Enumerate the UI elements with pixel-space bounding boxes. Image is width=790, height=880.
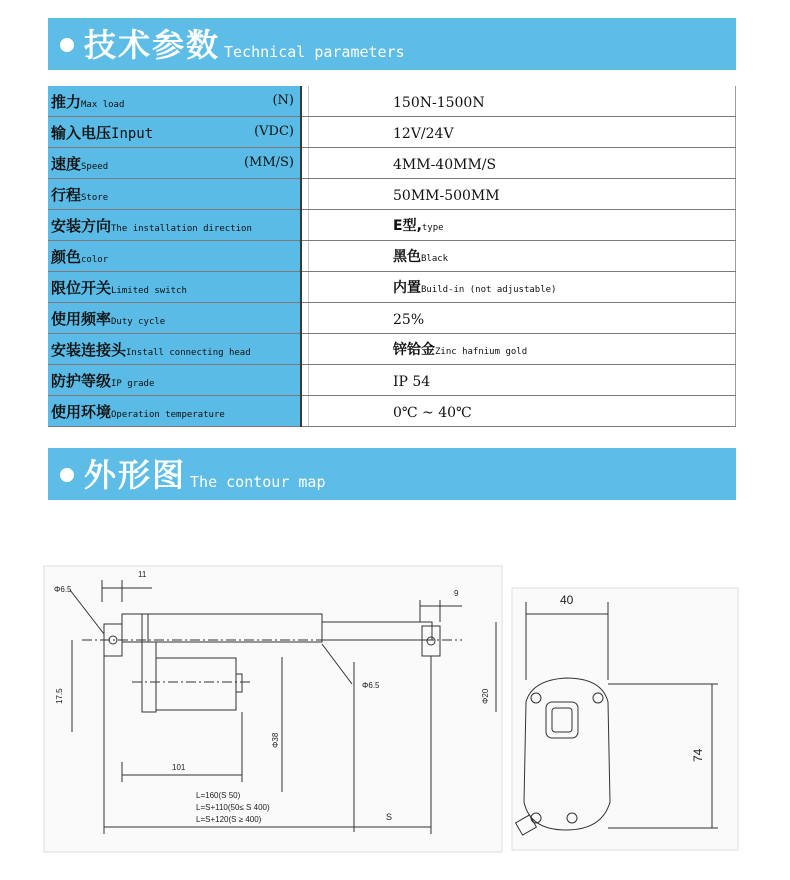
param-label-cn: 使用环境 [51,402,112,421]
dim-phi38: Φ38 [271,732,280,748]
contour-drawing [42,562,748,862]
param-label-en: color [81,254,109,265]
section-title-cn: 外形图 [84,456,187,494]
param-row [48,179,736,210]
param-label-cn: 安装方向 [51,216,112,235]
column-gap [301,396,309,427]
dim-40: 40 [560,593,574,607]
param-label [48,148,301,179]
param-unit: (VDC) [254,124,294,139]
length-formula-1: L=160(S 50) [196,791,241,800]
param-label-cn: 速度 [51,154,82,173]
param-label-en: IP grade [111,378,155,389]
param-value-main: 内置 [393,280,421,296]
param-value [309,117,736,148]
param-label-cn: 使用频率 [51,309,112,328]
param-label-cn: 颜色 [51,247,82,266]
param-value-en: Black [421,254,449,264]
param-value-en: type [421,223,444,233]
column-gap [301,148,309,179]
param-row [48,334,736,365]
side-view-frame [44,566,502,852]
param-label-cn: 防护等级 [51,371,112,390]
param-row [48,272,736,303]
param-value-en: Build-in (not adjustable) [421,285,557,295]
length-formula-2: L=S+110(50≤ S 400) [196,803,270,812]
dim-phi20: Φ20 [481,688,490,704]
column-gap [301,272,309,303]
param-label-cn: 安装连接头 [51,340,127,359]
param-row [48,210,736,241]
param-label-en: Max load [81,99,125,110]
param-value-main: IP 54 [393,373,431,390]
technical-parameters-banner [48,18,736,70]
column-gap [301,365,309,396]
parameters-table [48,86,736,427]
param-value [309,148,736,179]
param-value [309,241,736,272]
contour-map-banner [48,448,736,500]
param-value [309,303,736,334]
param-value [309,365,736,396]
bullet-icon [60,468,74,482]
column-gap [301,117,309,148]
column-gap [301,179,309,210]
param-label [48,365,301,396]
column-gap [301,86,309,117]
dim-phi65-front: Φ6.5 [362,681,380,690]
param-row [48,117,736,148]
section-title-en: The contour map [190,473,326,491]
dim-phi65-rear: Φ6.5 [54,585,72,594]
param-value [309,334,736,365]
section-title-en: Technical parameters [224,43,405,61]
param-value-main: 0℃ ~ 40℃ [393,404,472,421]
param-row [48,365,736,396]
param-label-en: Input [111,125,154,142]
param-value-en: Zinc hafnium gold [435,347,528,357]
param-label [48,117,301,148]
param-row [48,148,736,179]
param-label [48,334,301,365]
param-value-main: 150N-1500N [393,94,485,111]
param-value-main: 锌铪金 [393,342,435,358]
param-value-main: 4MM-40MM/S [393,156,497,173]
param-value [309,179,736,210]
param-value-main: 12V/24V [393,125,454,142]
param-label [48,210,301,241]
param-label-cn: 输入电压 [51,123,112,142]
param-label-en: Operation temperature [111,409,225,420]
dim-101: 101 [172,763,186,772]
param-value [309,396,736,427]
param-label-en: Speed [81,161,109,172]
length-formula-3: L=S+120(S ≥ 400) [196,815,262,824]
param-value [309,210,736,241]
param-value-main: E型, [393,218,422,234]
section-title-cn: 技术参数 [84,26,221,64]
param-value [309,272,736,303]
bullet-icon [60,38,74,52]
param-label-cn: 推力 [51,92,82,111]
param-label [48,179,301,210]
param-value-main: 50MM-500MM [393,187,500,204]
column-gap [301,241,309,272]
param-unit: (MM/S) [243,155,294,170]
param-value-main: 25% [393,311,425,328]
param-value-main: 黑色 [393,249,421,265]
param-row [48,303,736,334]
param-label-en: Install connecting head [126,347,251,358]
dim-9: 9 [454,589,459,598]
param-label-cn: 行程 [51,185,82,204]
param-label-en: The installation direction [111,223,252,234]
param-label-en: Duty cycle [111,316,166,327]
column-gap [301,210,309,241]
param-row [48,86,736,117]
dim-175: 17.5 [55,688,64,704]
param-row [48,396,736,427]
column-gap [301,334,309,365]
dim-s: S [386,812,393,822]
param-value [309,86,736,117]
param-label-en: Limited switch [111,285,187,296]
param-label-cn: 限位开关 [51,278,112,297]
dim-74: 74 [691,748,705,762]
param-row [48,241,736,272]
param-label [48,241,301,272]
param-label [48,396,301,427]
param-label-en: Store [81,192,109,203]
param-label [48,86,301,117]
param-label [48,303,301,334]
param-label [48,272,301,303]
dim-11: 11 [138,570,147,579]
param-unit: (N) [272,93,294,108]
column-gap [301,303,309,334]
